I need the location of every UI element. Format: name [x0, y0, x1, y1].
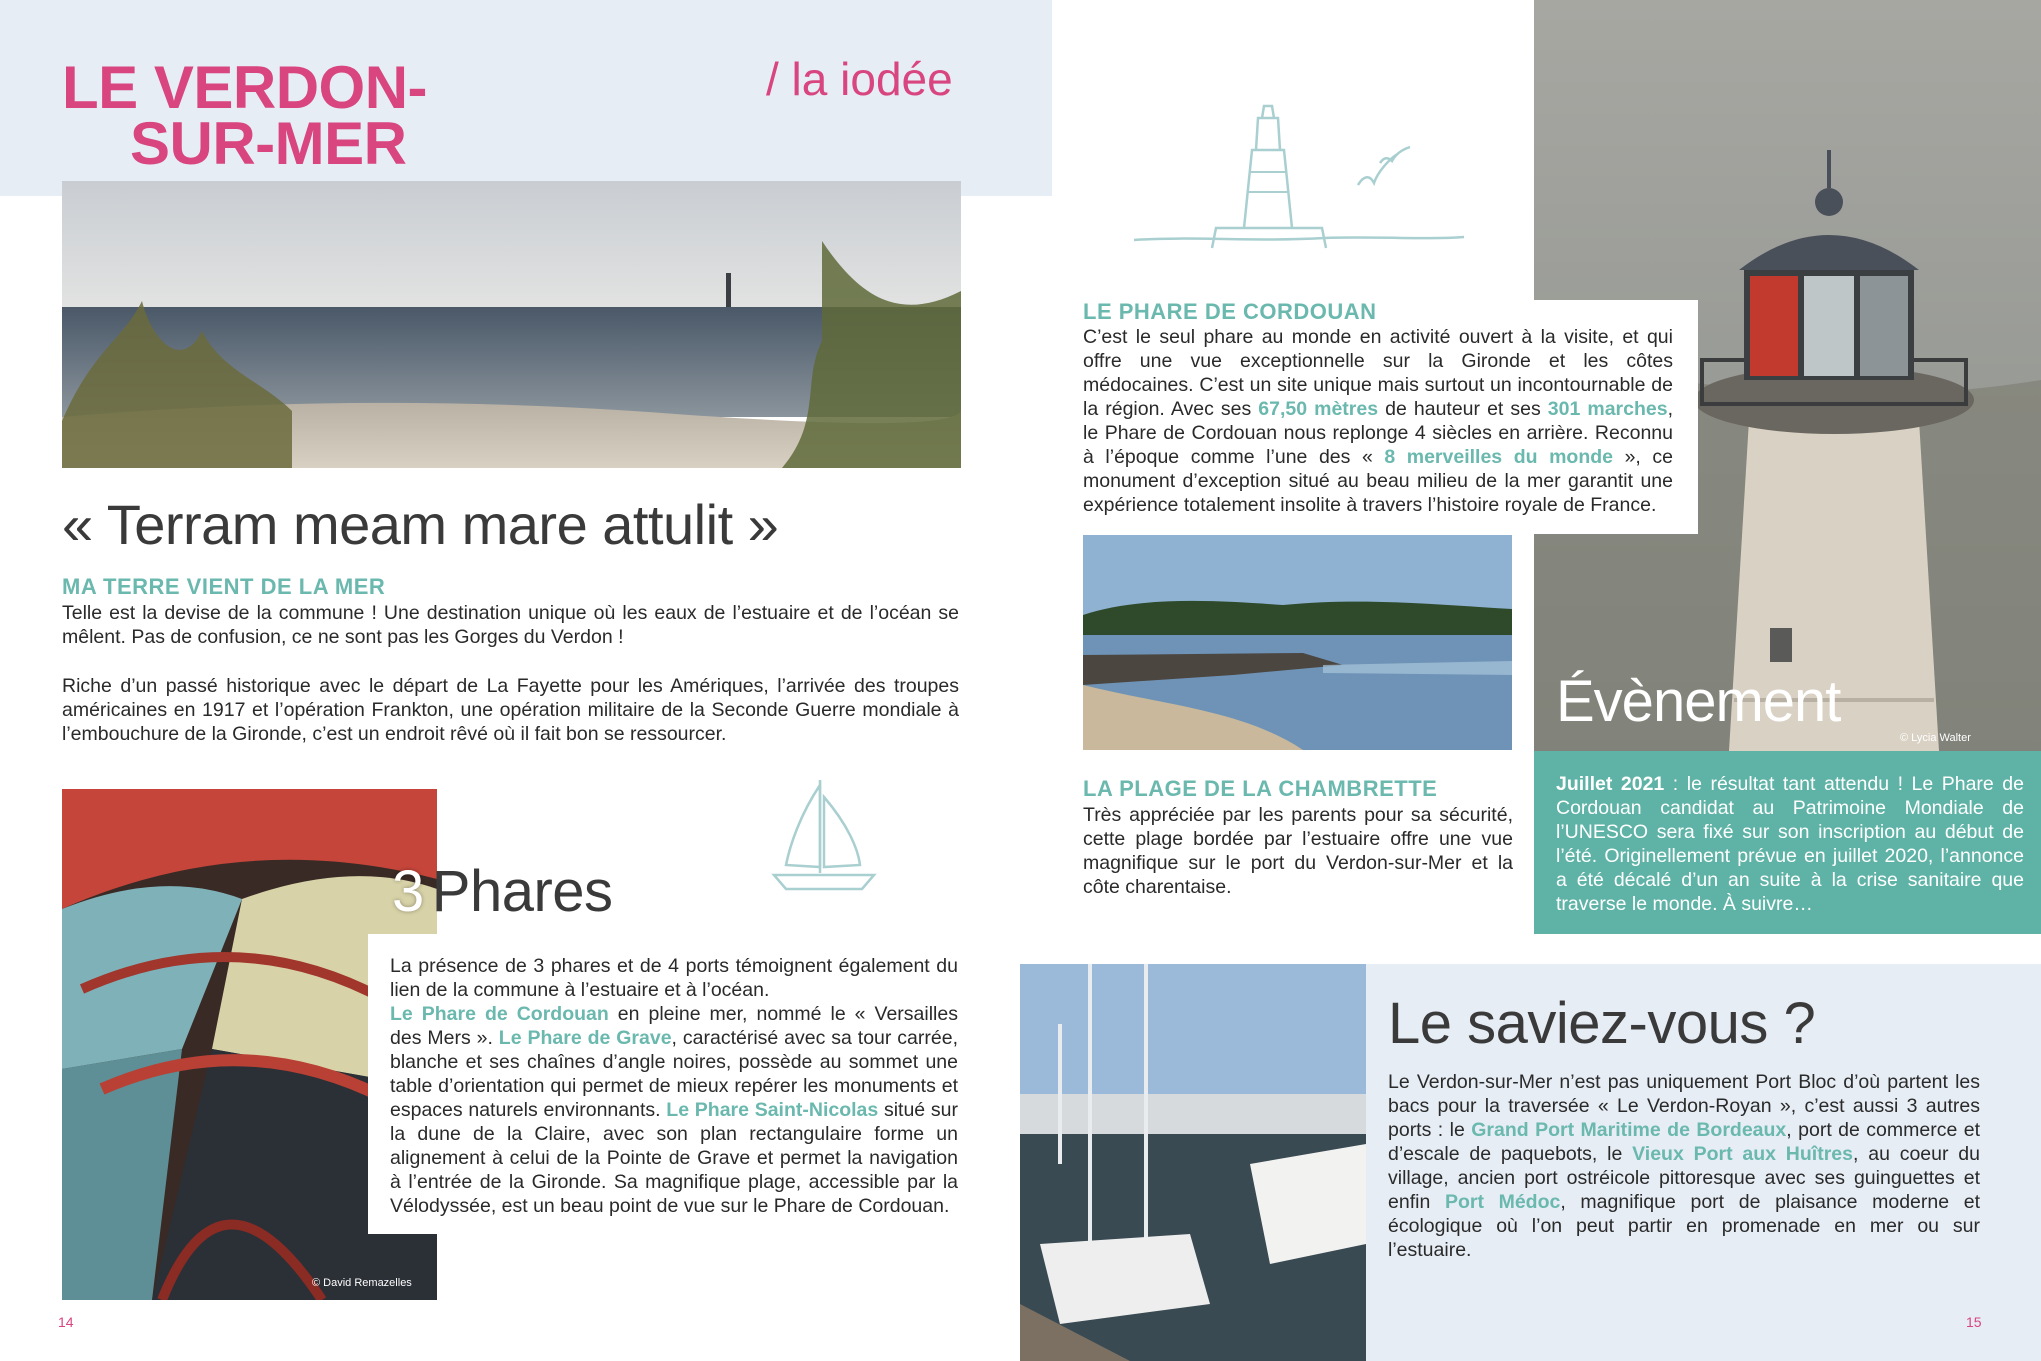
page-title	[62, 54, 428, 177]
phares-text-4: situé sur la dune de la Claire, avec son plan rectangulaire forme un alignement à celui de la Pointe de Grave et permet la navigation à l’entrée de la Gironde. Sa magnifique plage, accessible par la Vélodyssée, est un beau point de vue sur le Phare de Cordouan.	[390, 1099, 958, 1217]
photo-credit: © David Remazelles	[312, 1277, 412, 1289]
page-number-left: 14	[58, 1314, 74, 1330]
category-label: / la iodée	[766, 53, 953, 105]
event-text: : le résultat tant attendu ! Le Phare de Cordouan candidat au Patrimoine Mondiale de l’UNESCO sera fixé sur son inscription au début de l’été. Originellement prévue en juillet 2020, l’annonce a été décalé d’un an suite à la crise sanitaire que traverse le monde. À suivre…	[1556, 773, 2024, 915]
event-date: Juillet 2021	[1556, 773, 1665, 795]
vieux-port-link[interactable]: Vieux Port aux Huîtres	[1632, 1143, 1853, 1165]
marina-photo	[1020, 964, 1366, 1361]
beach-photo	[62, 181, 961, 468]
chambrette-title: LA PLAGE DE LA CHAMBRETTE	[1083, 776, 1438, 801]
chambrette-beach-photo	[1083, 535, 1512, 750]
cordouan-text-2: de hauteur et ses	[1378, 398, 1548, 420]
phares-word: Phares	[431, 859, 613, 924]
port-medoc-link[interactable]: Port Médoc	[1444, 1191, 1561, 1213]
saviez-title: Le saviez-vous ?	[1388, 991, 1816, 1056]
saviez-text-2: , port de commerce et d’escale de paquebots, le	[1388, 1119, 1981, 1165]
phare-cordouan-link[interactable]: Le Phare de Cordouan	[390, 1003, 609, 1025]
intro-paragraph-1: Telle est la devise de la commune ! Une destination unique où les eaux de l’estuaire et de l’océan se mêlent. Pas de confusion, ce ne sont pas les Gorges du Verdon !	[62, 602, 959, 648]
cordouan-steps: 301 marches	[1547, 398, 1668, 420]
cordouan-wonders: 8 merveilles du monde	[1384, 446, 1614, 468]
page-number-right: 15	[1966, 1314, 1982, 1330]
marina-photo-illustration	[1020, 964, 1366, 1361]
motto: « Terram meam mare attulit »	[62, 493, 779, 556]
phares-number: 3	[392, 859, 424, 924]
cordouan-text-1: C’est le seul phare au monde en activité ouvert à la visite, et qui offre une vue exceptionnelle sur la Gironde et les côtes médocaines. C’est un site unique mais surtout un incontournable de la région. Avec ses	[1083, 326, 1673, 420]
sailboat-icon	[770, 775, 880, 895]
cordouan-text-4: », ce monument d’exception situé au beau milieu de la mer garantit une expérience totalement insolite à travers l’histoire royale de France.	[1083, 446, 1673, 516]
beach-photo-illustration	[62, 181, 961, 468]
phares-text-3: , caractérisé avec sa tour carrée, blanche et ses chaînes d’angle noires, possède au sommet une table d’orientation qui permet de mieux repérer les monuments et espaces naturels environnants.	[390, 1027, 958, 1121]
cordouan-text-3: , le Phare de Cordouan nous replonge 4 siècles en arrière. Reconnu à l’époque comme l’une des «	[1083, 398, 1674, 468]
grand-port-link[interactable]: Grand Port Maritime de Bordeaux	[1471, 1119, 1787, 1141]
saviez-text-3: , au coeur du village, ancien port ostréicole pittoresque avec ses guinguettes et enfin	[1388, 1143, 1980, 1213]
chambrette-photo-illustration	[1083, 535, 1512, 750]
seagull-icon	[1356, 145, 1416, 195]
event-photo-credit: © Lycia Walter	[1900, 732, 1971, 744]
saviez-text-1: Le Verdon-sur-Mer n’est pas uniquement Port Bloc d’où partent les bacs pour la traversée « Le Verdon-Royan », c’est aussi 3 autres ports : le	[1388, 1071, 1980, 1141]
saviez-paragraph	[1388, 1070, 1980, 1262]
phares-heading	[392, 858, 613, 925]
intro-paragraph-2: Riche d’un passé historique avec le départ de La Fayette pour les Amériques, l’arrivée des troupes américaines en 1917 et l’opération Frankton, une opération militaire de la Seconde Guerre mondiale à l’embouchure de la Gironde, c’est un endroit rêvé où il fait bon se ressourcer.	[62, 675, 959, 745]
phare-grave-link[interactable]: Le Phare de Grave	[498, 1027, 672, 1049]
motto-subtitle: MA TERRE VIENT DE LA MER	[62, 574, 386, 599]
phares-text-2: en pleine mer, nommé le « Versailles des Mers ».	[390, 1003, 958, 1049]
phare-saint-nicolas-link[interactable]: Le Phare Saint-Nicolas	[666, 1099, 879, 1121]
page-title-line2: SUR-MER	[130, 110, 407, 177]
chambrette-paragraph: Très appréciée par les parents pour sa sécurité, cette plage bordée par l’estuaire offre une vue magnifique sur le port du Verdon-sur-Mer et la côte charentaise.	[1083, 804, 1513, 898]
page-title-line1: LE VERDON-	[62, 54, 428, 121]
cordouan-title: LE PHARE DE CORDOUAN	[1083, 299, 1377, 324]
phares-text-1: La présence de 3 phares et de 4 ports témoignent également du lien de la commune à l’estuaire et à l’océan.	[390, 955, 958, 1001]
cordouan-height: 67,50 mètres	[1258, 398, 1379, 420]
event-title: Évènement	[1556, 669, 1841, 734]
event-paragraph	[1556, 772, 2024, 916]
cordouan-paragraph	[1083, 325, 1673, 517]
saviez-text-4: , magnifique port de plaisance moderne et écologique où l’on peut partir en promenade en mer ou sur l’estuaire.	[1388, 1191, 1980, 1261]
phares-paragraph	[390, 954, 958, 1218]
